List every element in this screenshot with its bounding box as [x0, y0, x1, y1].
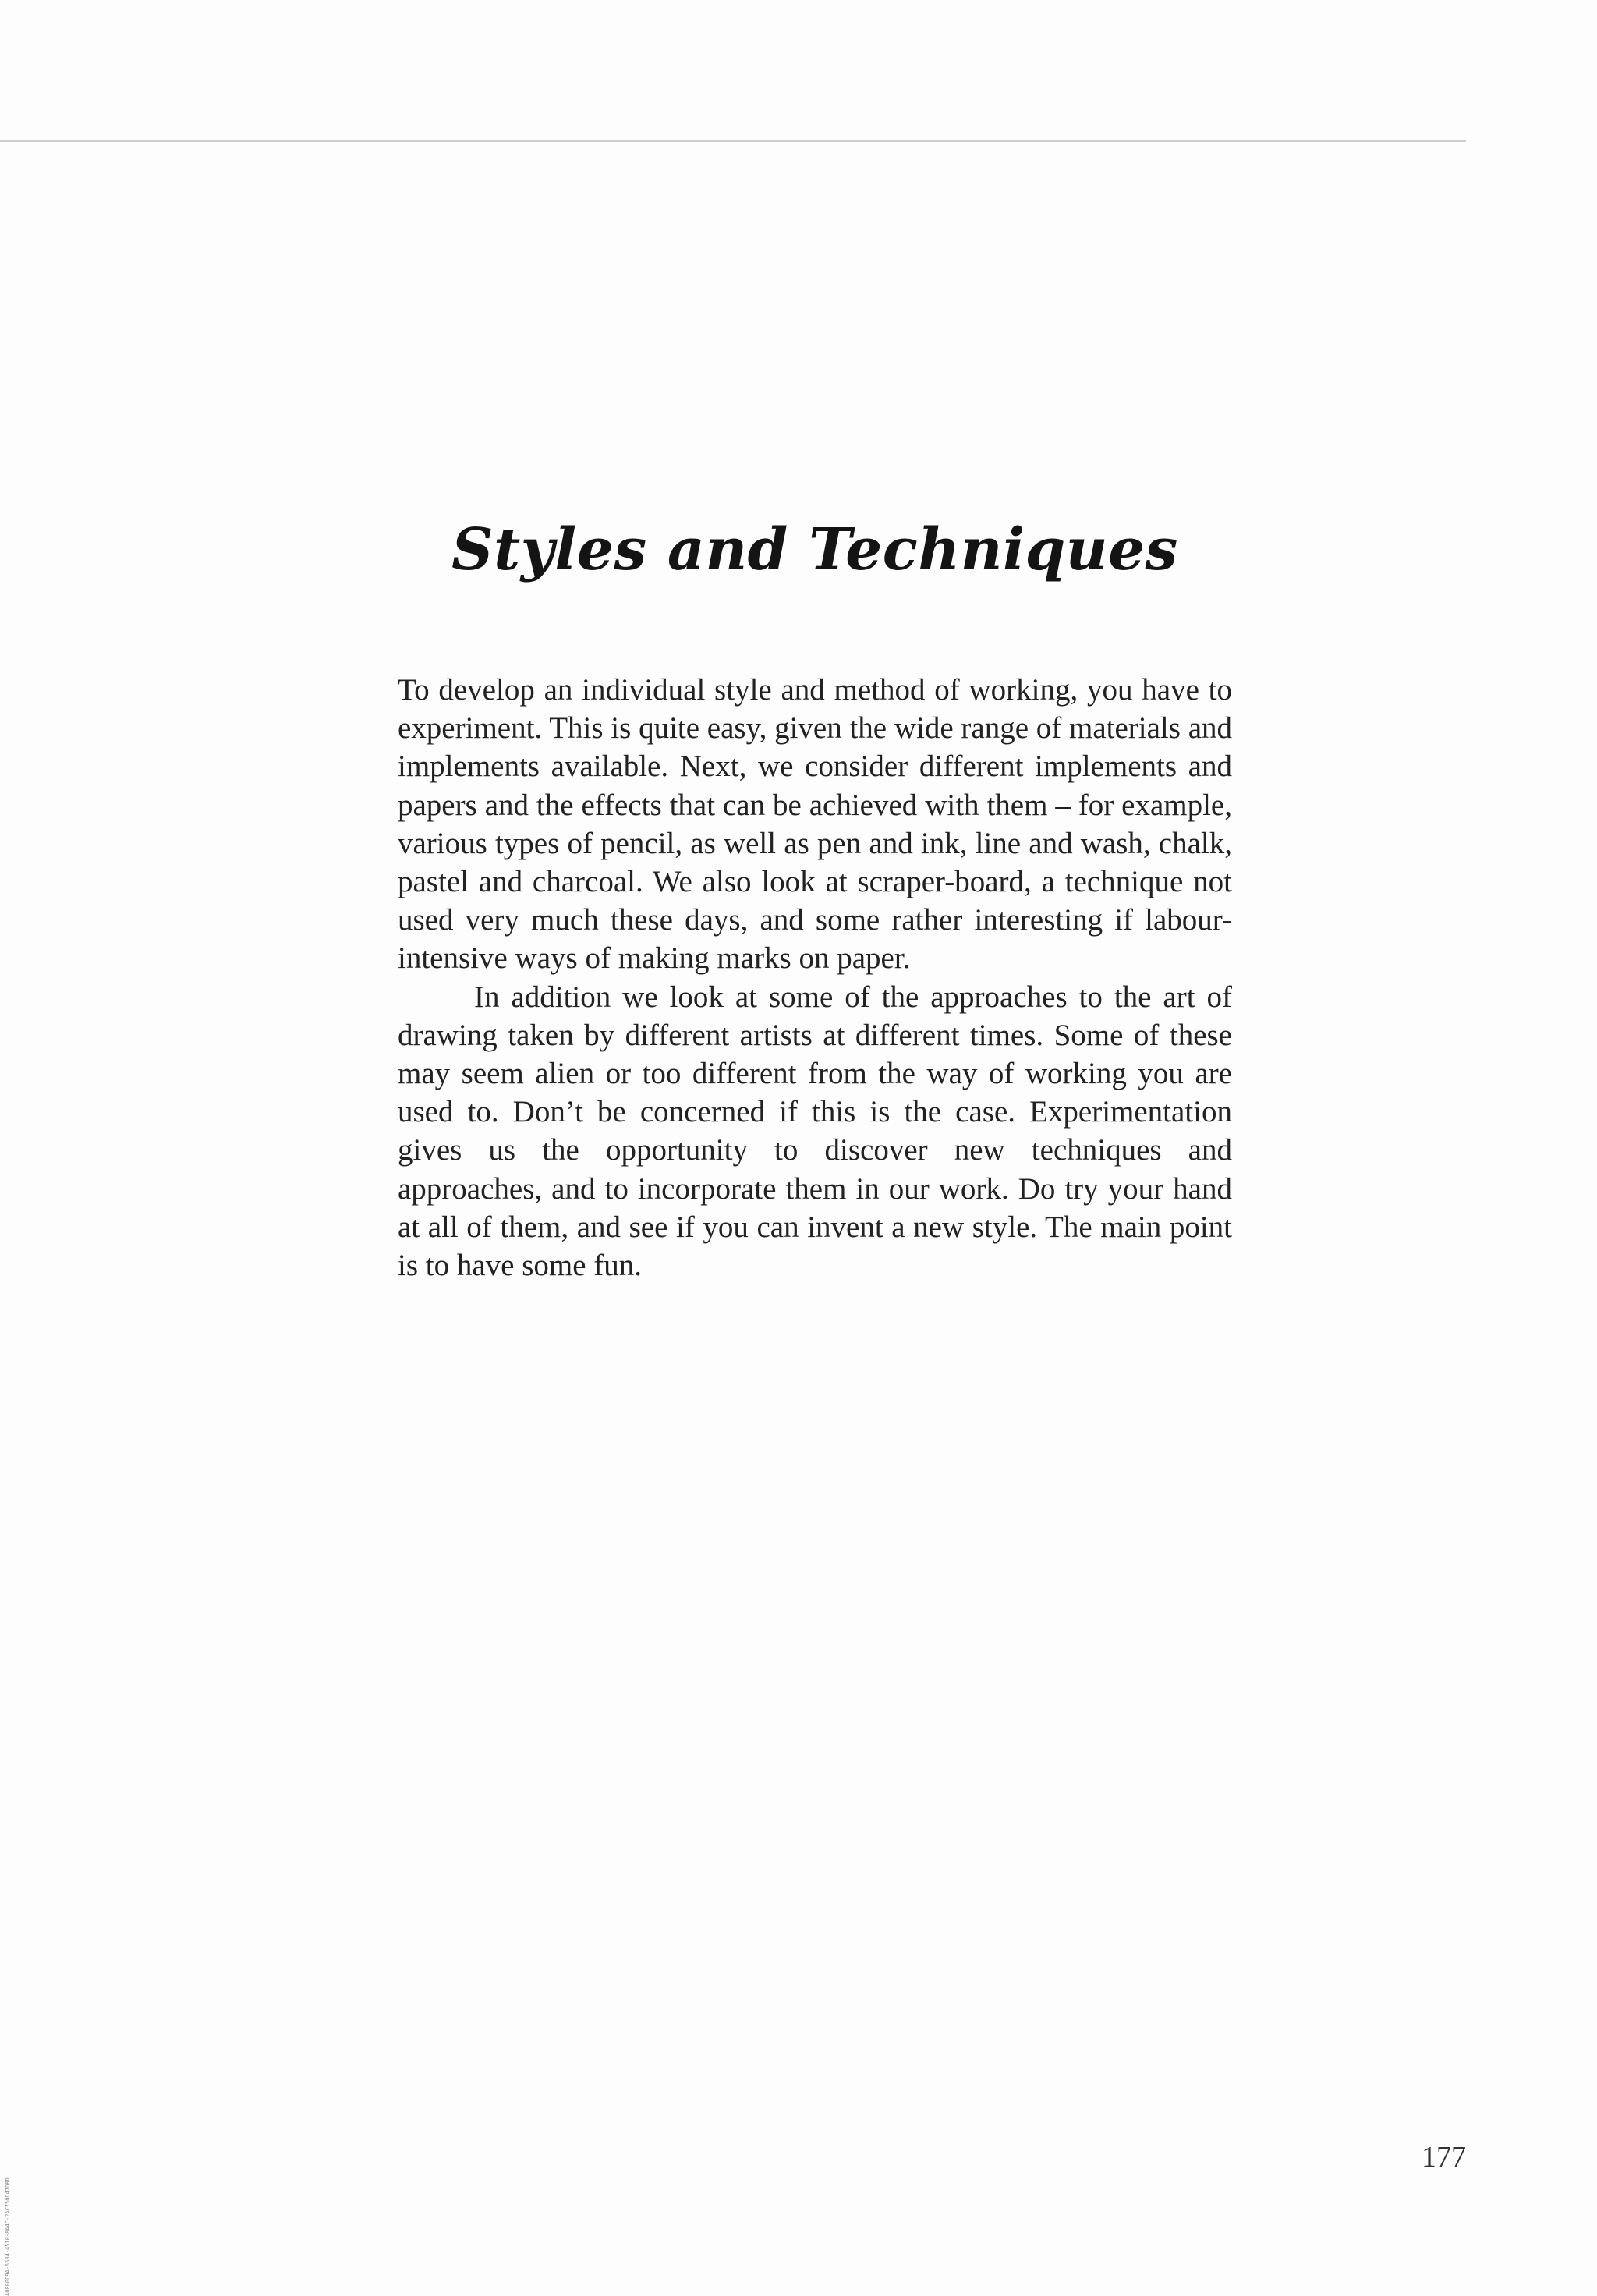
- body-text: [398, 671, 1232, 1284]
- side-code: A0080C9A-5584-4510-8A4C-2AC750D47D8D: [5, 2177, 11, 2296]
- page-number: 177: [1422, 2141, 1466, 2174]
- paragraph-2: In addition we look at some of the approaches to the art of drawing taken by different artists at different times. Some of these may seem alien or too different from the way of working you are used to. Don’t be concerned if this is the case. Experimentation gives us the opportunity to discover new techniques and approaches, and to incorporate them in our work. Do try your hand at all of them, and see if you can invent a new style. The main point is to have some fun.: [398, 980, 1232, 1283]
- header-rule: [0, 140, 1466, 142]
- chapter-title: Styles and Techniques: [451, 516, 1178, 583]
- paragraph-1: To develop an individual style and method of working, you have to experiment. This is quite easy, given the wide range of materials and implements available. Next, we consider different implements and papers and the effects that can be achieved with them – for example, various types of pencil, as well as pen and ink, line and wash, chalk, pastel and charcoal. We also look at scraper-board, a technique not used very much these days, and some rather interesting if labour-intensive ways of making marks on paper.: [398, 673, 1233, 976]
